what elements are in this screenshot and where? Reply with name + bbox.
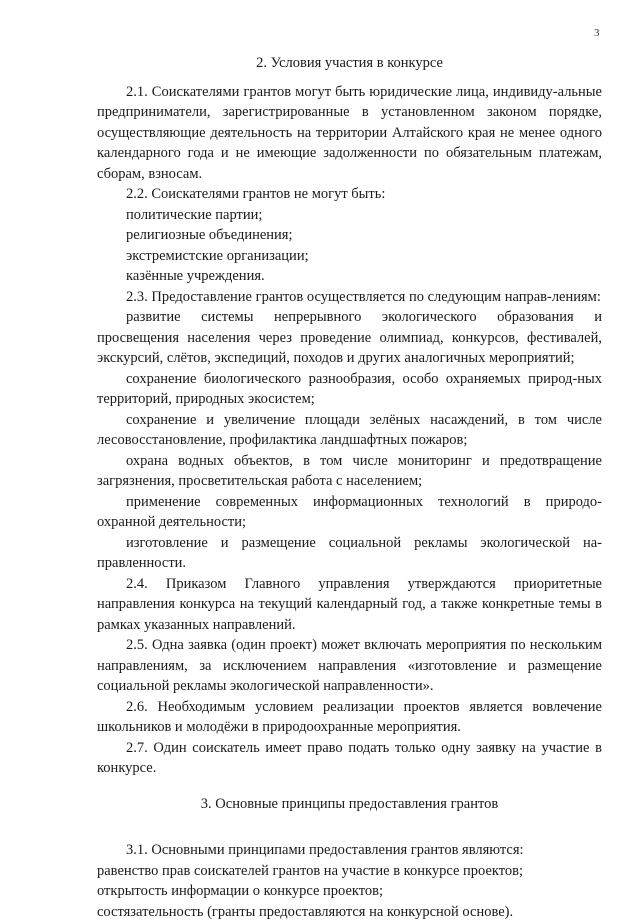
list-item: применение современных информационных технологий в природо-охранной деятельности; <box>97 492 602 533</box>
list-item: сохранение биологического разнообразия, особо охраняемых природ-ных территорий, природных экосистем; <box>97 369 602 410</box>
list-item: изготовление и размещение социальной рекламы экологической на-правленности. <box>97 533 602 574</box>
paragraph-3-1: 3.1. Основными принципами предоставления грантов являются: <box>97 840 602 861</box>
paragraph-2-3: 2.3. Предоставление грантов осуществляется по следующим направ-лениям: <box>97 287 602 308</box>
document-body <box>97 53 602 922</box>
list-item: религиозные объединения; <box>97 225 602 246</box>
list-item: открытость информации о конкурсе проектов; <box>97 881 602 902</box>
list-item: сохранение и увеличение площади зелёных насаждений, в том числе лесовосстановление, профилактика ландшафтных пожаров; <box>97 410 602 451</box>
paragraph-2-6: 2.6. Необходимым условием реализации проектов является вовлечение школьников и молодёжи в природоохранные мероприятия. <box>97 697 602 738</box>
paragraph-2-4: 2.4. Приказом Главного управления утверждаются приоритетные направления конкурса на текущий календарный год, а также конкретные темы в рамках указанных направлений. <box>97 574 602 636</box>
section-2-title: 2. Условия участия в конкурсе <box>97 53 602 74</box>
list-item: экстремистские организации; <box>97 246 602 267</box>
paragraph-2-2: 2.2. Соискателями грантов не могут быть: <box>97 184 602 205</box>
list-item: политические партии; <box>97 205 602 226</box>
list-item: развитие системы непрерывного экологического образования и просвещения населения через проведение олимпиад, конкурсов, фестивалей, экскурсий, слётов, экспедиций, походов и других аналогичных мероприятий; <box>97 307 602 369</box>
list-item: охрана водных объектов, в том числе мониторинг и предотвращение загрязнения, просветительская работа с населением; <box>97 451 602 492</box>
paragraph-2-5: 2.5. Одна заявка (один проект) может включать мероприятия по нескольким направлениям, за исключением направления «изготовление и размещение социальной рекламы экологической направленности». <box>97 635 602 697</box>
list-item: состязательность (гранты предоставляются на конкурсной основе). <box>97 902 602 922</box>
paragraph-2-1: 2.1. Соискателями грантов могут быть юридические лица, индивиду-альные предприниматели, зарегистрированные в установленном законом порядке, осуществляющие деятельность на территории Алтайского края не менее одного календарного года и не имеющие задолженности по обязательным платежам, сборам, взносам. <box>97 82 602 185</box>
section-3-title: 3. Основные принципы предоставления грантов <box>97 794 602 815</box>
list-item: равенство прав соискателей грантов на участие в конкурсе проектов; <box>97 861 602 882</box>
list-item: казённые учреждения. <box>97 266 602 287</box>
page-number: 3 <box>594 27 600 39</box>
paragraph-2-7: 2.7. Один соискатель имеет право подать только одну заявку на участие в конкурсе. <box>97 738 602 779</box>
